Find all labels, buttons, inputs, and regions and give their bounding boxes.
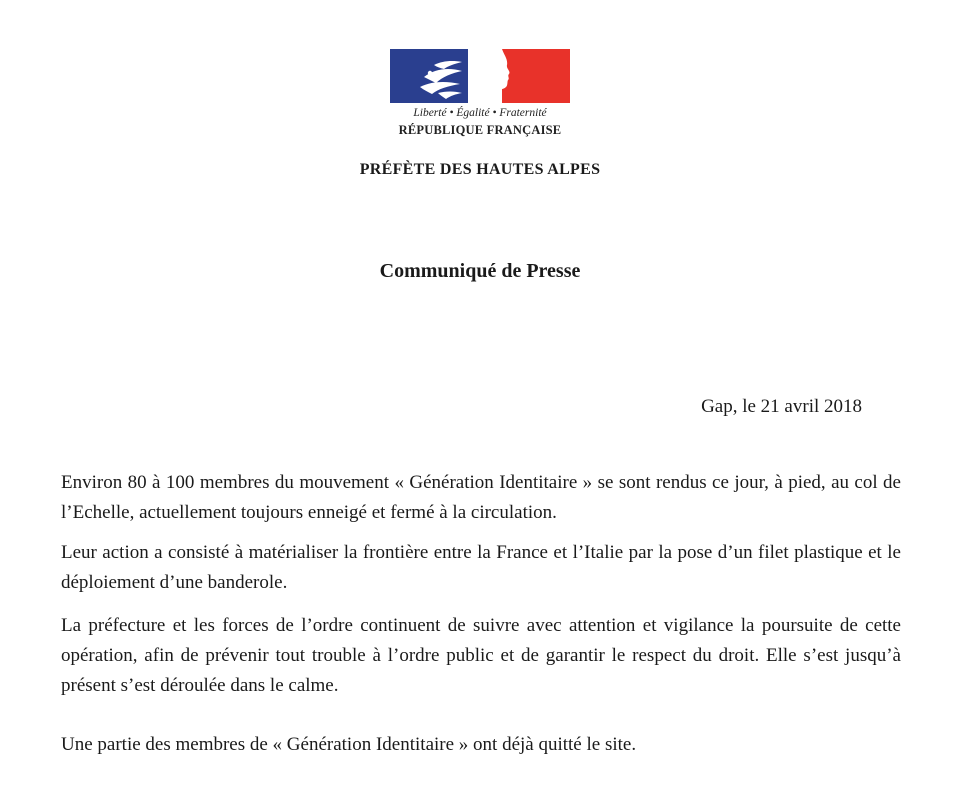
republique-francaise-logo [390,49,570,143]
date-line: Gap, le 21 avril 2018 [701,396,862,417]
document-title: Communiqué de Presse [379,260,581,282]
paragraph-3: La préfecture et les forces de l’ordre continuent de suivre avec attention et vigilance la poursuite de cette opération, afin de prévenir tout trouble à l’ordre public et de garantir le respect du droit. Elle s’est jusqu’à présent s’est déroulée dans le calme. [61,615,901,696]
marianne-flag-icon [390,49,570,103]
paragraph-1: Environ 80 à 100 membres du mouvement « Génération Identitaire » se sont rendus ce jour, à pied, au col de l’Echelle, actuellement toujours enneigé et fermé à la circulation. [61,472,901,523]
paragraph-4: Une partie des membres de « Génération Identitaire » ont déjà quitté le site. [61,734,637,755]
republic-name: RÉPUBLIQUE FRANÇAISE [398,123,562,137]
issuing-authority: PRÉFÈTE DES HAUTES ALPES [359,161,601,178]
paragraph-2: Leur action a consisté à matérialiser la frontière entre la France et l’Italie par la pose d’un filet plastique et le déploiement d’une banderole. [61,542,901,593]
republic-motto: Liberté • Égalité • Fraternité [413,107,547,119]
